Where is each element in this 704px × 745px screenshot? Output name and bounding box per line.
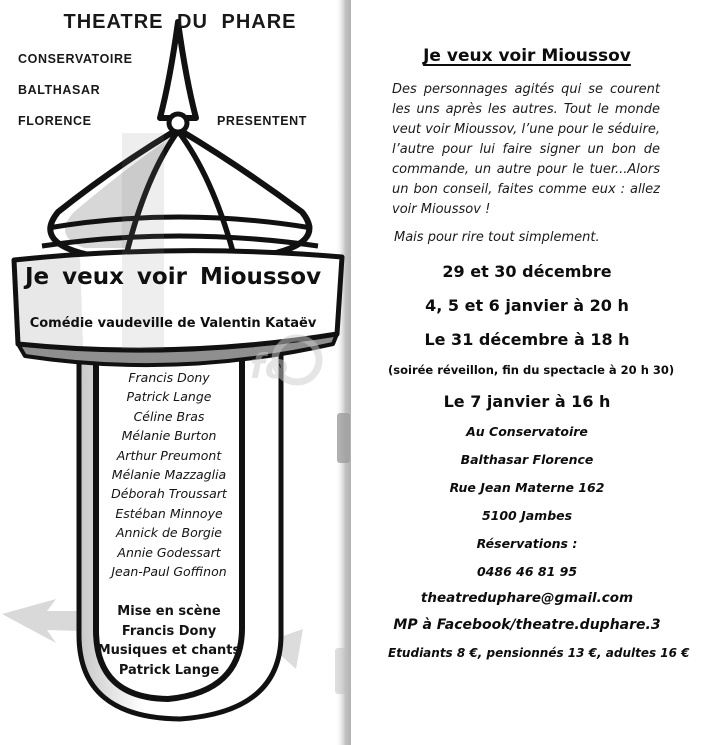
tagline: Mais pour rire tout simplement. xyxy=(394,230,600,245)
phone-number: 0486 46 81 95 xyxy=(476,564,578,579)
venue-line-1: Au Conservatoire xyxy=(466,424,588,439)
banner-show-title: Je veux voir Mioussov xyxy=(24,264,322,290)
org-line-balthasar: BALTHASAR xyxy=(18,83,101,97)
banner-show-subtitle: Comédie vaudeville de Valentin Kataëv xyxy=(29,316,317,331)
cast-name: Déborah Troussart xyxy=(111,486,227,502)
cast-name: Céline Bras xyxy=(133,408,205,424)
cast-name: Annie Godessart xyxy=(117,544,221,560)
details-column xyxy=(388,0,690,745)
cast-list xyxy=(96,368,242,581)
credits-line: Mise en scène xyxy=(117,604,221,619)
org-line-conservatoire: CONSERVATOIRE xyxy=(18,52,133,66)
date-line-3: Le 31 décembre à 18 h xyxy=(424,330,630,349)
cast-name: Mélanie Mazzaglia xyxy=(111,467,227,483)
cast-name: Mélanie Burton xyxy=(121,428,217,444)
cast-name: Annick de Borgie xyxy=(115,525,222,541)
details-title: Je veux voir Mioussov xyxy=(423,46,631,66)
spire-shape xyxy=(160,22,196,118)
credits-block xyxy=(96,602,242,680)
facebook-line: MP à Facebook/theatre.duphare.3 xyxy=(393,617,661,633)
credits-line: Francis Dony xyxy=(121,623,217,639)
page-edge-smudge xyxy=(337,413,350,463)
date-line-2: 4, 5 et 6 janvier à 20 h xyxy=(425,296,629,315)
shadow-left xyxy=(2,599,80,643)
watermark-text: fo xyxy=(250,347,289,387)
date-line-4: Le 7 janvier à 16 h xyxy=(443,392,611,411)
theatre-title: THEATRE DU PHARE xyxy=(63,11,297,33)
venue-line-4: 5100 Jambes xyxy=(481,508,573,523)
credits-line: Patrick Lange xyxy=(118,662,220,678)
finial-ring xyxy=(169,114,187,132)
credits-line: Musiques et chants xyxy=(97,643,241,659)
venue-line-3: Rue Jean Materne 162 xyxy=(449,480,605,495)
synopsis-paragraph: Des personnages agités qui se courent les uns après les autres. Tout le monde veut voir Mioussov, l’une pour le séduire, l’autre pour lui faire signer un bon de commande, un autre pour le tuer...Alors un bon conseil, faites comme eux : allez voir Mioussov ! xyxy=(392,82,660,217)
prices-line: Etudiants 8 €, pensionnés 13 €, adultes 16 € xyxy=(388,646,690,660)
page-edge-smudge-2 xyxy=(335,648,346,694)
page-edge-shadow xyxy=(335,0,351,745)
cast-name: Arthur Preumont xyxy=(116,447,222,463)
date-line-1: 29 et 30 décembre xyxy=(442,262,612,281)
presents-label: PRESENTENT xyxy=(217,114,308,128)
reservations-label: Réservations : xyxy=(476,536,578,551)
venue-line-2: Balthasar Florence xyxy=(460,452,594,467)
cast-name: Estéban Minnoye xyxy=(115,505,223,521)
org-line-florence: FLORENCE xyxy=(18,114,92,128)
date-note: (soirée réveillon, fin du spectacle à 20 h 30) xyxy=(388,363,675,377)
cast-name: Jean-Paul Goffinon xyxy=(111,564,227,580)
email-address: theatreduphare@gmail.com xyxy=(420,590,634,606)
cast-name: Patrick Lange xyxy=(126,389,212,405)
cast-name: Francis Dony xyxy=(128,370,210,385)
